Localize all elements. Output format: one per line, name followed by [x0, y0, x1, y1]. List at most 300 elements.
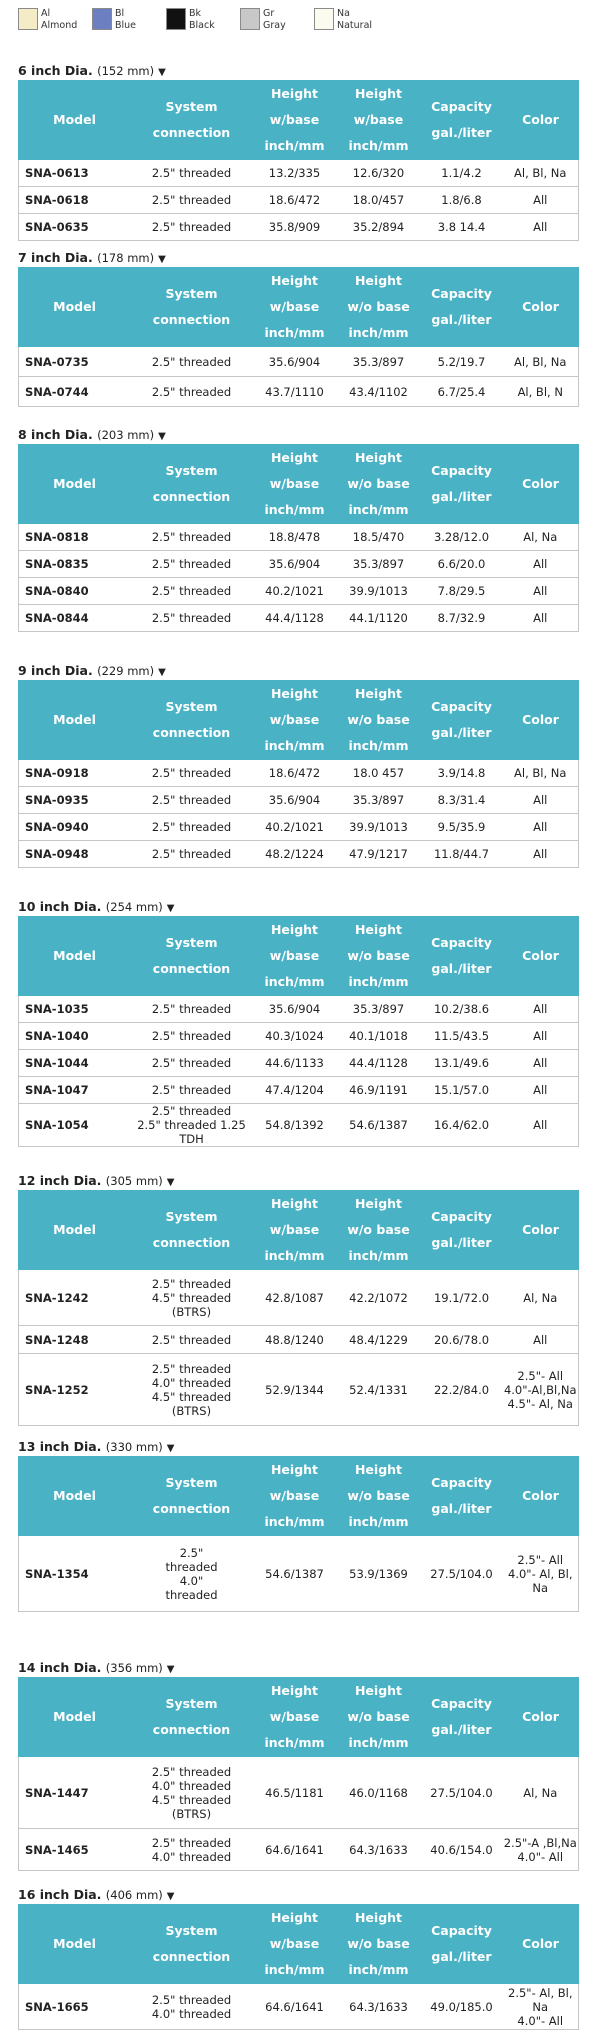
- system: 2.5" threaded: [131, 347, 253, 377]
- color-value: 2.5"- Al, Bl, Na 4.0"- All: [503, 1984, 579, 2030]
- height-base-value: 35.6/904: [253, 996, 337, 1023]
- color-value: All: [503, 1050, 579, 1077]
- column-header-capacity: Capacity gal./liter: [421, 681, 503, 760]
- height-nobase-value: 12.6/320: [337, 160, 421, 187]
- color-value: 2.5"- All 4.0"- Al, Bl, Na: [503, 1536, 579, 1612]
- column-header-height-nobase: Height w/o base inch/mm: [337, 1905, 421, 1984]
- column-header-height-base: Height w/base inch/mm: [253, 81, 337, 160]
- column-header-system: System connection: [131, 1678, 253, 1757]
- system: 2.5" threaded 4.0" threaded 4.5" threaded (BTRS): [131, 1757, 253, 1829]
- color-value: All: [503, 214, 579, 241]
- height-base-value: 18.6/472: [253, 187, 337, 214]
- model-number: SNA-1665: [19, 1984, 131, 2030]
- spec-table: [18, 1904, 579, 2030]
- system: 2.5" threaded: [131, 551, 253, 578]
- table-row: [19, 1354, 579, 1426]
- height-base-value: 52.9/1344: [253, 1354, 337, 1426]
- color-value: Al, Bl, Na: [503, 347, 579, 377]
- height-nobase-value: 39.9/1013: [337, 578, 421, 605]
- column-header-height-base: Height w/base inch/mm: [253, 1905, 337, 1984]
- column-header-model: Model: [19, 445, 131, 524]
- model-number: SNA-0618: [19, 187, 131, 214]
- model-number: SNA-0613: [19, 160, 131, 187]
- spec-table: [18, 916, 579, 1147]
- spec-section: [18, 62, 578, 241]
- spec-table: [18, 444, 579, 632]
- color-value: 2.5"-A ,Bl,Na 4.0"- All: [503, 1829, 579, 1871]
- table-row: [19, 187, 579, 214]
- model-number: SNA-1354: [19, 1536, 131, 1612]
- column-header-color: Color: [503, 917, 579, 996]
- legend-name: Gray: [263, 20, 286, 31]
- height-base-value: 35.6/904: [253, 347, 337, 377]
- model-number: SNA-1447: [19, 1757, 131, 1829]
- model-number: SNA-1465: [19, 1829, 131, 1871]
- system: 2.5" threaded: [131, 578, 253, 605]
- column-header-system: System connection: [131, 681, 253, 760]
- system: 2.5" threaded: [131, 760, 253, 787]
- color-value: All: [503, 605, 579, 632]
- capacity-value: 20.6/78.0: [421, 1326, 503, 1354]
- height-nobase-value: 35.3/897: [337, 347, 421, 377]
- triangle-down-icon: ▼: [166, 1443, 175, 1454]
- column-header-capacity: Capacity gal./liter: [421, 1457, 503, 1536]
- height-base-value: 64.6/1641: [253, 1829, 337, 1871]
- height-base-value: 40.2/1021: [253, 578, 337, 605]
- color-value: Al, Na: [503, 1757, 579, 1829]
- column-header-system: System connection: [131, 1191, 253, 1270]
- color-value: All: [503, 1104, 579, 1147]
- system: 2.5" threaded: [131, 605, 253, 632]
- legend-item-gr: [240, 8, 314, 48]
- color-value: All: [503, 1077, 579, 1104]
- color-value: All: [503, 578, 579, 605]
- color-value: All: [503, 1023, 579, 1050]
- color-value: All: [503, 996, 579, 1023]
- system: 2.5" threaded: [131, 377, 253, 407]
- system: 2.5" threaded 4.0" threaded 4.5" threaded (BTRS): [131, 1354, 253, 1426]
- model-number: SNA-1248: [19, 1326, 131, 1354]
- model-number: SNA-0835: [19, 551, 131, 578]
- system: 2.5" threaded 4.0" threaded: [131, 1984, 253, 2030]
- legend-code: Al: [41, 8, 51, 19]
- model-number: SNA-0735: [19, 347, 131, 377]
- triangle-down-icon: ▼: [166, 903, 175, 914]
- column-header-height-nobase: Height w/o base inch/mm: [337, 1457, 421, 1536]
- column-header-model: Model: [19, 1678, 131, 1757]
- table-row: [19, 1104, 579, 1147]
- column-header-system: System connection: [131, 445, 253, 524]
- capacity-value: 11.8/44.7: [421, 841, 503, 868]
- height-base-value: 44.6/1133: [253, 1050, 337, 1077]
- height-nobase-value: 35.2/894: [337, 214, 421, 241]
- section-title: [18, 62, 578, 80]
- column-header-height-base: Height w/base inch/mm: [253, 917, 337, 996]
- spec-table: [18, 680, 579, 868]
- model-number: SNA-1242: [19, 1270, 131, 1326]
- spec-section: [18, 426, 578, 632]
- capacity-value: 3.9/14.8: [421, 760, 503, 787]
- column-header-capacity: Capacity gal./liter: [421, 445, 503, 524]
- spec-table: [18, 267, 579, 407]
- system: 2.5" threaded: [131, 814, 253, 841]
- height-base-value: 35.6/904: [253, 551, 337, 578]
- height-nobase-value: 48.4/1229: [337, 1326, 421, 1354]
- diameter-mm: (152 mm): [97, 64, 155, 78]
- height-base-value: 42.8/1087: [253, 1270, 337, 1326]
- spec-section: [18, 1172, 578, 1426]
- capacity-value: 27.5/104.0: [421, 1536, 503, 1612]
- color-value: All: [503, 187, 579, 214]
- column-header-color: Color: [503, 445, 579, 524]
- height-base-value: 44.4/1128: [253, 605, 337, 632]
- height-nobase-value: 47.9/1217: [337, 841, 421, 868]
- capacity-value: 27.5/104.0: [421, 1757, 503, 1829]
- diameter-mm: (406 mm): [105, 1888, 163, 1902]
- section-title: [18, 1659, 578, 1677]
- system: 2.5" threaded: [131, 1326, 253, 1354]
- model-number: SNA-0840: [19, 578, 131, 605]
- table-row: [19, 524, 579, 551]
- legend-name: Blue: [115, 20, 137, 31]
- diameter-mm: (305 mm): [105, 1174, 163, 1188]
- triangle-down-icon: ▼: [158, 431, 166, 442]
- spec-section: [18, 1438, 578, 1612]
- system: 2.5" threaded: [131, 187, 253, 214]
- table-row: [19, 578, 579, 605]
- legend-code: Gr: [263, 8, 275, 19]
- height-nobase-value: 64.3/1633: [337, 1829, 421, 1871]
- section-title: [18, 898, 578, 916]
- height-base-value: 35.6/904: [253, 787, 337, 814]
- height-nobase-value: 64.3/1633: [337, 1984, 421, 2030]
- spec-section: [18, 1886, 578, 2030]
- table-row: [19, 1829, 579, 1871]
- column-header-capacity: Capacity gal./liter: [421, 81, 503, 160]
- height-nobase-value: 35.3/897: [337, 551, 421, 578]
- section-title: [18, 662, 578, 680]
- legend-item-bk: [166, 8, 240, 48]
- capacity-value: 3.28/12.0: [421, 524, 503, 551]
- triangle-down-icon: ▼: [158, 67, 166, 78]
- legend-item-bl: [92, 8, 166, 48]
- column-header-height-base: Height w/base inch/mm: [253, 268, 337, 347]
- column-header-capacity: Capacity gal./liter: [421, 1678, 503, 1757]
- capacity-value: 7.8/29.5: [421, 578, 503, 605]
- height-base-value: 48.8/1240: [253, 1326, 337, 1354]
- capacity-value: 9.5/35.9: [421, 814, 503, 841]
- table-row: [19, 1984, 579, 2030]
- column-header-height-nobase: Height w/base inch/mm: [337, 81, 421, 160]
- diameter-label: 14 inch Dia.: [18, 1660, 102, 1675]
- column-header-system: System connection: [131, 1905, 253, 1984]
- height-base-value: 46.5/1181: [253, 1757, 337, 1829]
- capacity-value: 6.6/20.0: [421, 551, 503, 578]
- model-number: SNA-0940: [19, 814, 131, 841]
- color-value: 2.5"- All 4.0"-Al,Bl,Na 4.5"- Al, Na: [503, 1354, 579, 1426]
- table-row: [19, 787, 579, 814]
- spec-section: [18, 662, 578, 868]
- height-nobase-value: 39.9/1013: [337, 814, 421, 841]
- capacity-value: 11.5/43.5: [421, 1023, 503, 1050]
- color-swatch: [92, 8, 112, 30]
- legend-item-na: [314, 8, 388, 48]
- color-value: Al, Na: [503, 524, 579, 551]
- column-header-height-base: Height w/base inch/mm: [253, 1457, 337, 1536]
- diameter-label: 12 inch Dia.: [18, 1173, 102, 1188]
- height-base-value: 48.2/1224: [253, 841, 337, 868]
- color-value: Al, Bl, N: [503, 377, 579, 407]
- spec-table: [18, 1456, 579, 1612]
- system: 2.5" threaded: [131, 1077, 253, 1104]
- model-number: SNA-1044: [19, 1050, 131, 1077]
- height-nobase-value: 42.2/1072: [337, 1270, 421, 1326]
- diameter-label: 9 inch Dia.: [18, 663, 93, 678]
- capacity-value: 1.8/6.8: [421, 187, 503, 214]
- column-header-model: Model: [19, 1905, 131, 1984]
- capacity-value: 8.7/32.9: [421, 605, 503, 632]
- color-value: All: [503, 814, 579, 841]
- table-row: [19, 1077, 579, 1104]
- column-header-height-nobase: Height w/o base inch/mm: [337, 268, 421, 347]
- height-nobase-value: 46.0/1168: [337, 1757, 421, 1829]
- diameter-label: 6 inch Dia.: [18, 63, 93, 78]
- legend-name: Natural: [337, 20, 373, 31]
- column-header-color: Color: [503, 1457, 579, 1536]
- column-header-system: System connection: [131, 268, 253, 347]
- spec-table: [18, 1190, 579, 1426]
- column-header-color: Color: [503, 1191, 579, 1270]
- color-value: All: [503, 1326, 579, 1354]
- capacity-value: 49.0/185.0: [421, 1984, 503, 2030]
- capacity-value: 10.2/38.6: [421, 996, 503, 1023]
- diameter-mm: (356 mm): [105, 1661, 163, 1675]
- diameter-mm: (178 mm): [97, 251, 155, 265]
- capacity-value: 22.2/84.0: [421, 1354, 503, 1426]
- diameter-mm: (229 mm): [97, 664, 155, 678]
- table-row: [19, 1326, 579, 1354]
- triangle-down-icon: ▼: [166, 1664, 175, 1675]
- color-value: Al, Bl, Na: [503, 160, 579, 187]
- column-header-capacity: Capacity gal./liter: [421, 917, 503, 996]
- system: 2.5" threaded 4.5" threaded (BTRS): [131, 1270, 253, 1326]
- height-base-value: 54.6/1387: [253, 1536, 337, 1612]
- system: 2.5" threaded: [131, 996, 253, 1023]
- column-header-model: Model: [19, 1457, 131, 1536]
- height-nobase-value: 35.3/897: [337, 787, 421, 814]
- column-header-color: Color: [503, 681, 579, 760]
- diameter-label: 8 inch Dia.: [18, 427, 93, 442]
- capacity-value: 15.1/57.0: [421, 1077, 503, 1104]
- column-header-color: Color: [503, 1905, 579, 1984]
- height-base-value: 40.3/1024: [253, 1023, 337, 1050]
- table-row: [19, 841, 579, 868]
- model-number: SNA-0948: [19, 841, 131, 868]
- column-header-system: System connection: [131, 917, 253, 996]
- column-header-height-nobase: Height w/o base inch/mm: [337, 445, 421, 524]
- height-nobase-value: 18.0 457: [337, 760, 421, 787]
- model-number: SNA-0935: [19, 787, 131, 814]
- legend-name: Black: [189, 20, 215, 31]
- table-row: [19, 996, 579, 1023]
- table-row: [19, 347, 579, 377]
- table-row: [19, 1023, 579, 1050]
- spec-section: [18, 249, 578, 407]
- height-nobase-value: 43.4/1102: [337, 377, 421, 407]
- color-value: All: [503, 551, 579, 578]
- capacity-value: 5.2/19.7: [421, 347, 503, 377]
- diameter-mm: (254 mm): [105, 900, 163, 914]
- section-title: [18, 1172, 578, 1190]
- column-header-system: System connection: [131, 81, 253, 160]
- color-value: Al, Na: [503, 1270, 579, 1326]
- diameter-label: 13 inch Dia.: [18, 1439, 102, 1454]
- height-nobase-value: 44.4/1128: [337, 1050, 421, 1077]
- height-base-value: 18.6/472: [253, 760, 337, 787]
- column-header-model: Model: [19, 268, 131, 347]
- color-swatch: [166, 8, 186, 30]
- triangle-down-icon: ▼: [158, 667, 166, 678]
- height-base-value: 40.2/1021: [253, 814, 337, 841]
- column-header-color: Color: [503, 81, 579, 160]
- column-header-height-base: Height w/base inch/mm: [253, 445, 337, 524]
- diameter-label: 16 inch Dia.: [18, 1887, 102, 1902]
- capacity-value: 13.1/49.6: [421, 1050, 503, 1077]
- capacity-value: 16.4/62.0: [421, 1104, 503, 1147]
- diameter-mm: (330 mm): [105, 1440, 163, 1454]
- column-header-model: Model: [19, 81, 131, 160]
- height-base-value: 64.6/1641: [253, 1984, 337, 2030]
- table-row: [19, 760, 579, 787]
- capacity-value: 3.8 14.4: [421, 214, 503, 241]
- legend-code: Bl: [115, 8, 125, 19]
- height-base-value: 43.7/1110: [253, 377, 337, 407]
- legend-code: Na: [337, 8, 350, 19]
- column-header-system: System connection: [131, 1457, 253, 1536]
- system: 2.5" threaded 4.0" threaded: [131, 1536, 253, 1612]
- capacity-value: 8.3/31.4: [421, 787, 503, 814]
- model-number: SNA-1054: [19, 1104, 131, 1147]
- legend-item-al: [18, 8, 92, 48]
- color-value: All: [503, 787, 579, 814]
- table-row: [19, 1757, 579, 1829]
- capacity-value: 6.7/25.4: [421, 377, 503, 407]
- capacity-value: 40.6/154.0: [421, 1829, 503, 1871]
- spec-table: [18, 80, 579, 241]
- diameter-label: 7 inch Dia.: [18, 250, 93, 265]
- table-row: [19, 814, 579, 841]
- system: 2.5" threaded: [131, 841, 253, 868]
- height-base-value: 47.4/1204: [253, 1077, 337, 1104]
- table-row: [19, 605, 579, 632]
- system: 2.5" threaded: [131, 787, 253, 814]
- spec-section: [18, 898, 578, 1147]
- column-header-model: Model: [19, 681, 131, 760]
- column-header-height-base: Height w/base inch/mm: [253, 681, 337, 760]
- model-number: SNA-1252: [19, 1354, 131, 1426]
- model-number: SNA-0744: [19, 377, 131, 407]
- system: 2.5" threaded: [131, 524, 253, 551]
- triangle-down-icon: ▼: [166, 1177, 175, 1188]
- height-nobase-value: 53.9/1369: [337, 1536, 421, 1612]
- column-header-color: Color: [503, 268, 579, 347]
- spec-table: [18, 1677, 579, 1871]
- height-base-value: 54.8/1392: [253, 1104, 337, 1147]
- height-base-value: 18.8/478: [253, 524, 337, 551]
- column-header-model: Model: [19, 917, 131, 996]
- height-nobase-value: 18.5/470: [337, 524, 421, 551]
- model-number: SNA-1047: [19, 1077, 131, 1104]
- diameter-label: 10 inch Dia.: [18, 899, 102, 914]
- system: 2.5" threaded: [131, 1050, 253, 1077]
- table-row: [19, 1536, 579, 1612]
- height-nobase-value: 54.6/1387: [337, 1104, 421, 1147]
- height-nobase-value: 40.1/1018: [337, 1023, 421, 1050]
- triangle-down-icon: ▼: [158, 254, 166, 265]
- column-header-height-nobase: Height w/o base inch/mm: [337, 1678, 421, 1757]
- column-header-height-nobase: Height w/o base inch/mm: [337, 1191, 421, 1270]
- column-header-capacity: Capacity gal./liter: [421, 1905, 503, 1984]
- column-header-color: Color: [503, 1678, 579, 1757]
- table-row: [19, 1050, 579, 1077]
- table-row: [19, 377, 579, 407]
- legend-name: Almond: [41, 20, 78, 31]
- table-row: [19, 1270, 579, 1326]
- height-base-value: 13.2/335: [253, 160, 337, 187]
- column-header-capacity: Capacity gal./liter: [421, 1191, 503, 1270]
- column-header-capacity: Capacity gal./liter: [421, 268, 503, 347]
- column-header-height-base: Height w/base inch/mm: [253, 1191, 337, 1270]
- table-row: [19, 160, 579, 187]
- section-title: [18, 426, 578, 444]
- color-value: All: [503, 841, 579, 868]
- column-header-height-base: Height w/base inch/mm: [253, 1678, 337, 1757]
- section-title: [18, 249, 578, 267]
- section-title: [18, 1886, 578, 1904]
- color-value: Al, Bl, Na: [503, 760, 579, 787]
- height-nobase-value: 35.3/897: [337, 996, 421, 1023]
- color-swatch: [240, 8, 260, 30]
- color-legend: [18, 8, 388, 48]
- model-number: SNA-1040: [19, 1023, 131, 1050]
- model-number: SNA-0844: [19, 605, 131, 632]
- system: 2.5" threaded 2.5" threaded 1.25 TDH: [131, 1104, 253, 1147]
- table-row: [19, 214, 579, 241]
- color-swatch: [314, 8, 334, 30]
- diameter-mm: (203 mm): [97, 428, 155, 442]
- system: 2.5" threaded: [131, 214, 253, 241]
- model-number: SNA-1035: [19, 996, 131, 1023]
- column-header-model: Model: [19, 1191, 131, 1270]
- height-nobase-value: 52.4/1331: [337, 1354, 421, 1426]
- legend-code: Bk: [189, 8, 202, 19]
- model-number: SNA-0918: [19, 760, 131, 787]
- model-number: SNA-0818: [19, 524, 131, 551]
- triangle-down-icon: ▼: [166, 1891, 175, 1902]
- column-header-height-nobase: Height w/o base inch/mm: [337, 681, 421, 760]
- capacity-value: 1.1/4.2: [421, 160, 503, 187]
- table-row: [19, 551, 579, 578]
- spec-section: [18, 1659, 578, 1871]
- height-base-value: 35.8/909: [253, 214, 337, 241]
- system: 2.5" threaded: [131, 160, 253, 187]
- capacity-value: 19.1/72.0: [421, 1270, 503, 1326]
- system: 2.5" threaded 4.0" threaded: [131, 1829, 253, 1871]
- system: 2.5" threaded: [131, 1023, 253, 1050]
- section-title: [18, 1438, 578, 1456]
- column-header-height-nobase: Height w/o base inch/mm: [337, 917, 421, 996]
- height-nobase-value: 46.9/1191: [337, 1077, 421, 1104]
